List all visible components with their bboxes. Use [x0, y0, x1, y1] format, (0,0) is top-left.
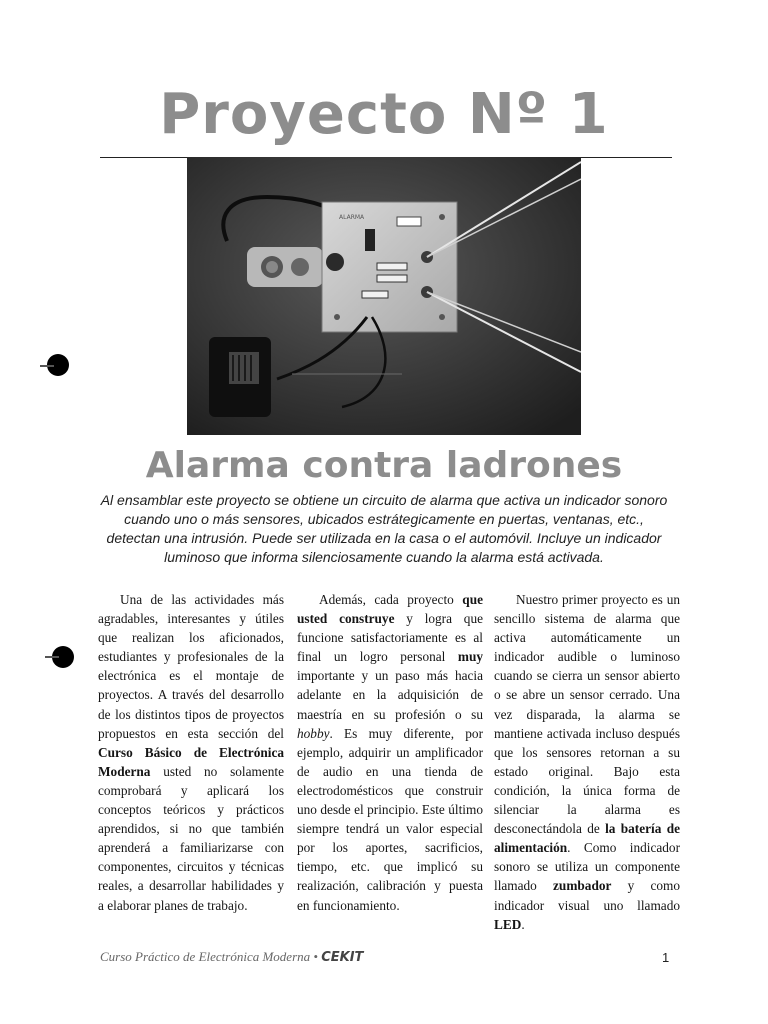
emphasis-buzzer: zumbador [553, 878, 612, 894]
text-column-3 [494, 590, 680, 934]
footer-separator: • [310, 949, 322, 964]
emphasis-led: LED [494, 916, 522, 932]
column-2-text-b: y logra que funcione satisfactoriamente es al final un logro personal [297, 611, 483, 665]
page-footer [100, 948, 363, 967]
binder-hole-mark-middle [45, 656, 59, 658]
column-2-text-c: importante y un paso más hacia adelante en la adquisición de maestría en su profesión o su [297, 668, 483, 722]
binder-hole-mark-top [40, 365, 54, 367]
page-number: 1 [662, 950, 670, 965]
board-label: ALARMA [339, 214, 365, 221]
column-2-paragraph [297, 590, 483, 915]
column-1-text-end: usted no solamente comprobará y aplicará los conceptos teóricos y prácticos aprendidos, si no que también aprenderá a familiarizarse con componentes, circuitos y técnicas reales, a desarrollar habilidades y a elaborar planes de trabajo. [98, 763, 284, 913]
column-1-text: Una de las actividades más agradables, interesantes y útiles que realizan los aficionados, estudiantes y profesionales de la electrónica es el montaje de proyectos. A través del desarrollo de los distintos tipos de proyectos propuestos en esta sección del [98, 592, 284, 741]
project-subtitle: Alarma contra ladrones [145, 445, 623, 486]
text-column-2 [297, 590, 483, 915]
column-3-text: Nuestro primer proyecto es un sencillo sistema de alarma que activa automáticamente un indicador audible o luminoso cuando se cierra un sensor abierto o se abre un sensor cerrado. Una vez disparada, la alarma se mantiene activada incluso después que los sensores retornan a su estado original. Bajo esta condición, la única forma de silenciar la alarma es desconectándola de [494, 592, 680, 837]
column-3-text-d: . [521, 916, 525, 932]
buzzer [209, 337, 271, 417]
battery-snap [247, 247, 323, 287]
project-photo [187, 157, 581, 435]
emphasis-construct: que usted construye [297, 592, 483, 627]
column-3-text-b: . Como indicador sonoro se utiliza un componente llamado [494, 840, 680, 894]
column-3-text-c: y como indicador visual uno llamado [494, 878, 680, 913]
intro-paragraph: Al ensamblar este proyecto se obtiene un circuito de alarma que activa un indicador sonoro cuando uno o más sensores, ubicados estrátegicamente en puertas, ventanas, etc., detectan una intrusión. Puede ser utilizada en la casa o el automóvil. Incluye un indicador luminoso que informa silenciosamente cuando la alarma está activada. [100, 492, 668, 565]
course-name: Curso Básico de Electrónica Moderna [98, 744, 284, 779]
column-2-text: Además, cada proyecto [319, 592, 463, 607]
text-column-1 [98, 590, 284, 915]
title-rule-left [100, 157, 188, 158]
circuit-board-illustration [187, 157, 581, 435]
emphasis-battery: la batería de alimentación [494, 821, 680, 856]
circuit-board [322, 202, 457, 332]
footer-brand-logo: CEKIT [321, 950, 364, 965]
emphasis-hobby: hobby [297, 725, 330, 741]
emphasis-muy: muy [457, 649, 483, 665]
footer-course-title: Curso Práctico de Electrónica Moderna [100, 949, 311, 964]
title-rule-right [580, 157, 672, 158]
page-title: Proyecto Nº 1 [159, 82, 609, 147]
column-1-paragraph [98, 590, 284, 915]
column-3-paragraph [494, 590, 680, 934]
column-2-text-d: . Es muy diferente, por ejemplo, adquirir un amplificador de audio en una tienda de electrodomésticos que construir uno desde el principio. Este último siempre tendrá un valor especial por los aportes, sacrificios, tiempo, etc. que implicó su realización, calibración y puesta en funcionamiento. [297, 725, 483, 913]
